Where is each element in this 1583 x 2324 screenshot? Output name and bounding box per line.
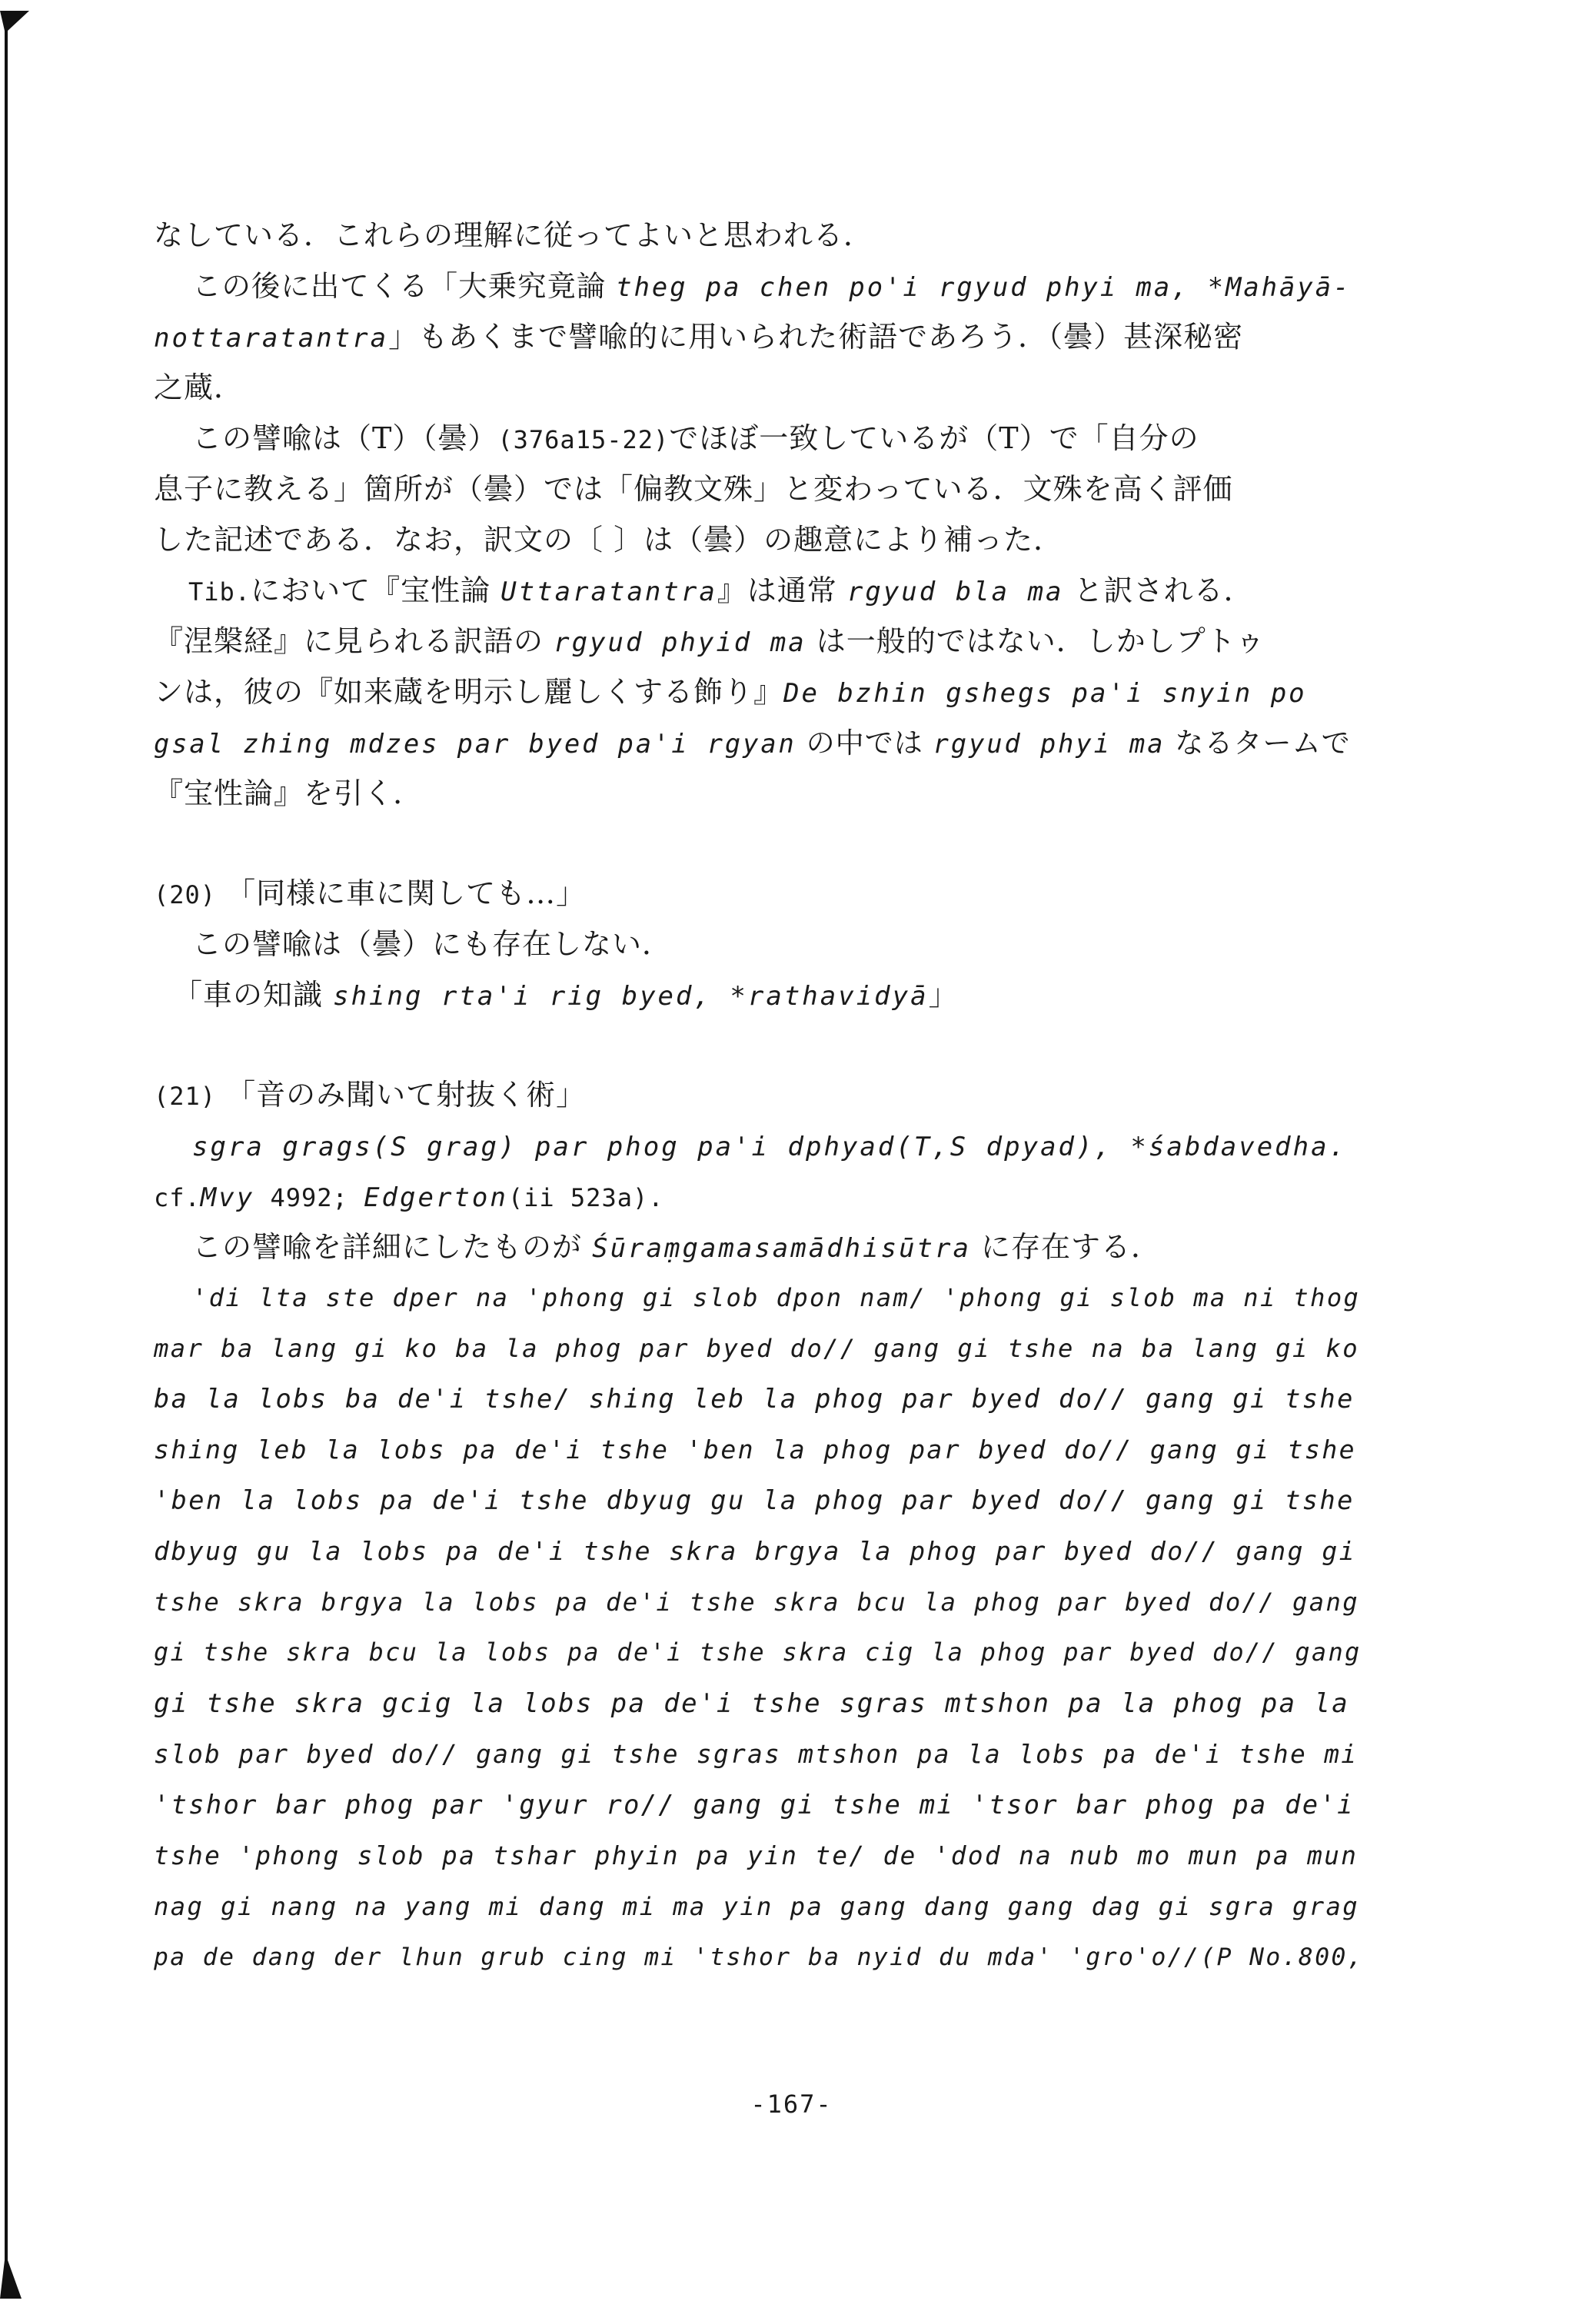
note-20-title: 「同様に車に関しても…」 — [226, 876, 587, 910]
note-21-heading — [154, 1078, 586, 1113]
tibetan-line: slob par byed do// gang gi tshe sgras mtshon pa la lobs pa de'i tshe mi — [154, 1740, 1359, 1769]
tibetan-line: gi tshe skra bcu la lobs pa de'i tshe skra cig la phog par byed do// gang — [154, 1639, 1362, 1667]
body-line-3: nottaratantra」もあくまで譬喩的に用いられた術語であろう．（曇）甚深秘密 — [154, 320, 1244, 354]
tibetan-line: ba la lobs ba de'i tshe/ shing leb la phog par byed do// gang gi tshe — [154, 1384, 1355, 1414]
binding-edge-mark — [0, 0, 38, 2324]
body-line-1: なしている．これらの理解に従ってよいと思われる． — [154, 218, 874, 252]
body-line-8: Tib.において『宝性論 Uttaratantra』は通常 rgyud bla ma と訳される． — [188, 574, 1254, 607]
tibetan-line: dbyug gu la lobs pa de'i tshe skra brgya la phog par byed do// gang gi — [154, 1536, 1357, 1566]
body-line-2: この後に出てくる「大乗究竟論 theg pa chen po'i rgyud phyi ma, *Mahāyā- — [192, 269, 1352, 303]
body-line-12: 『宝性論』を引く． — [154, 776, 424, 810]
note-20-line-2: 「車の知識 shing rta'i rig byed, *rathavidyā」 — [173, 978, 959, 1012]
body-line-9: 『涅槃経』に見られる訳語の rgyud phyid ma は一般的ではない．しかしプトゥ — [154, 624, 1265, 658]
note-21-line-1: sgra grags(S grag) par phog pa'i dphyad(T,S dpyad), *śabdavedha. — [192, 1132, 1348, 1162]
body-line-4: 之蔵． — [154, 371, 244, 404]
tibetan-line: 'ben la lobs pa de'i tshe dbyug gu la phog par byed do// gang gi tshe — [154, 1485, 1355, 1515]
note-21-number: (21) — [154, 1082, 217, 1111]
tibetan-line: 'tshor bar phog par 'gyur ro// gang gi tshe mi 'tsor bar phog pa de'i — [154, 1790, 1355, 1820]
tibetan-line: tshe skra brgya la lobs pa de'i tshe skra bcu la phog par byed do// gang — [154, 1588, 1360, 1617]
body-line-5: この譬喩は（T）（曇）(376a15-22)でほぼ一致しているが（T）で「自分の — [192, 421, 1199, 455]
tibetan-line: pa de dang der lhun grub cing mi 'tshor ba nyid du mda' 'gro'o//(P No.800, — [154, 1943, 1365, 1971]
tibetan-line: mar ba lang gi ko ba la phog par byed do// gang gi tshe na ba lang gi ko — [154, 1334, 1360, 1363]
tibetan-line: shing leb la lobs pa de'i tshe 'ben la phog par byed do// gang gi tshe — [154, 1435, 1357, 1465]
note-21-line-3: この譬喩を詳細にしたものが Śūraṃgamasamādhisūtra に存在する． — [192, 1230, 1162, 1264]
page-number: -167- — [750, 2090, 833, 2119]
body-line-11: gsal zhing mdzes par byed pa'i rgyan の中では rgyud phyi ma なるタームで — [154, 726, 1351, 760]
note-21-line-2: cf.Mvy 4992; Edgerton(ii 523a). — [154, 1182, 664, 1213]
note-20-heading — [154, 876, 586, 912]
tibetan-line: nag gi nang na yang mi dang mi ma yin pa gang dang gang dag gi sgra grag — [154, 1892, 1360, 1921]
note-20-number: (20) — [154, 880, 217, 909]
tibetan-line: tshe 'phong slob pa tshar phyin pa yin te/ de 'dod na nub mo mun pa mun — [154, 1841, 1359, 1870]
tibetan-line: gi tshe skra gcig la lobs pa de'i tshe sgras mtshon pa la phog pa la — [154, 1688, 1350, 1719]
tibetan-line: 'di lta ste dper na 'phong gi slob dpon nam/ 'phong gi slob ma ni thog — [192, 1283, 1361, 1312]
body-line-7: した記述である．なお，訳文の〔 〕は（曇）の趣意により補った． — [154, 523, 1064, 557]
note-21-title: 「音のみ聞いて射抜く術」 — [226, 1078, 587, 1112]
body-line-6: 息子に教える」箇所が（曇）では「偏教文殊」と変わっている．文殊を高く評価 — [154, 472, 1233, 506]
body-line-10: ンは，彼の『如来蔵を明示し麗しくする飾り』De bzhin gshegs pa'i snyin po — [154, 675, 1307, 709]
note-20-line-1: この譬喩は（曇）にも存在しない． — [192, 927, 673, 961]
